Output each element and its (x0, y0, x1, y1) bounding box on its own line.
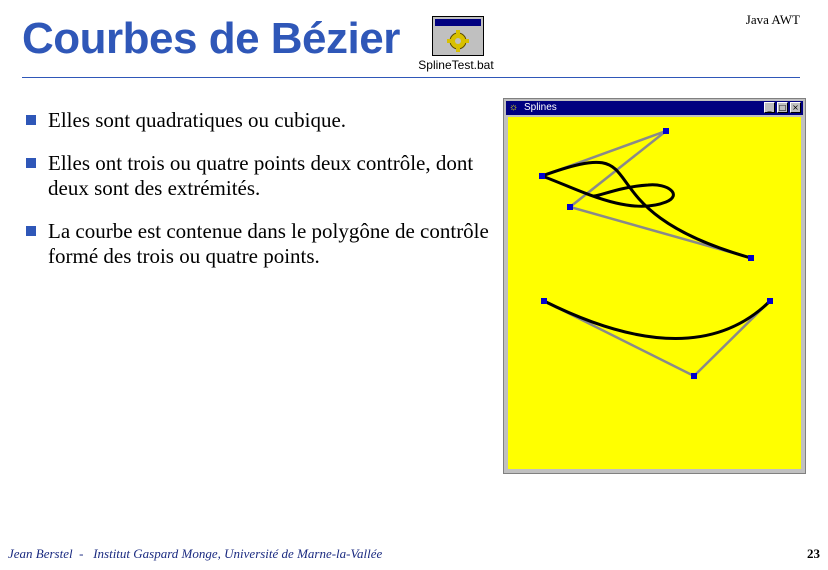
control-point[interactable] (567, 204, 573, 210)
bullet-list (26, 108, 496, 287)
bullet-item (26, 151, 496, 201)
bullet-text: Elles sont quadratiques ou cubique. (48, 108, 347, 132)
spline-canvas[interactable] (508, 117, 801, 469)
close-button[interactable]: × (790, 102, 801, 113)
application-shortcut-icon[interactable] (432, 16, 484, 56)
control-point[interactable] (663, 128, 669, 134)
title-divider (22, 77, 800, 78)
gear-icon (433, 17, 483, 55)
control-point[interactable] (748, 255, 754, 261)
maximize-button[interactable]: □ (778, 103, 787, 112)
shortcut-label[interactable]: SplineTest.bat (418, 58, 494, 72)
bullet-item (26, 219, 496, 269)
minimize-button[interactable]: _ (764, 102, 775, 113)
control-point[interactable] (691, 373, 697, 379)
bullet-text: Elles ont trois ou quatre points deux contrôle, dont deux sont des extrémités. (48, 151, 474, 200)
square-bullet-icon (26, 158, 36, 168)
spline-drawing[interactable] (508, 117, 801, 469)
bullet-text: La courbe est contenue dans le polygône de contrôle formé des trois ou quatre points. (48, 219, 489, 268)
footer-author: Jean Berstel - Institut Gaspard Monge, Université de Marne-la-Vallée (8, 546, 383, 561)
window-titlebar[interactable] (506, 101, 803, 115)
square-bullet-icon (26, 115, 36, 125)
cubic-control-polygon (542, 131, 751, 258)
control-point[interactable] (539, 173, 545, 179)
control-point[interactable] (767, 298, 773, 304)
header-topic: Java AWT (745, 12, 800, 27)
bullet-item (26, 108, 496, 133)
splines-window[interactable] (503, 98, 806, 474)
splinetest-shortcut[interactable] (406, 14, 506, 76)
page-number: 23 (807, 546, 820, 561)
slide-title: Courbes de Bézier (22, 14, 400, 63)
cubic-bezier-loop (542, 176, 673, 206)
square-bullet-icon (26, 226, 36, 236)
window-title: Splines (524, 102, 557, 113)
control-point[interactable] (541, 298, 547, 304)
cubic-bezier-curve (542, 162, 751, 258)
java-app-icon[interactable]: ☼ (509, 102, 519, 113)
